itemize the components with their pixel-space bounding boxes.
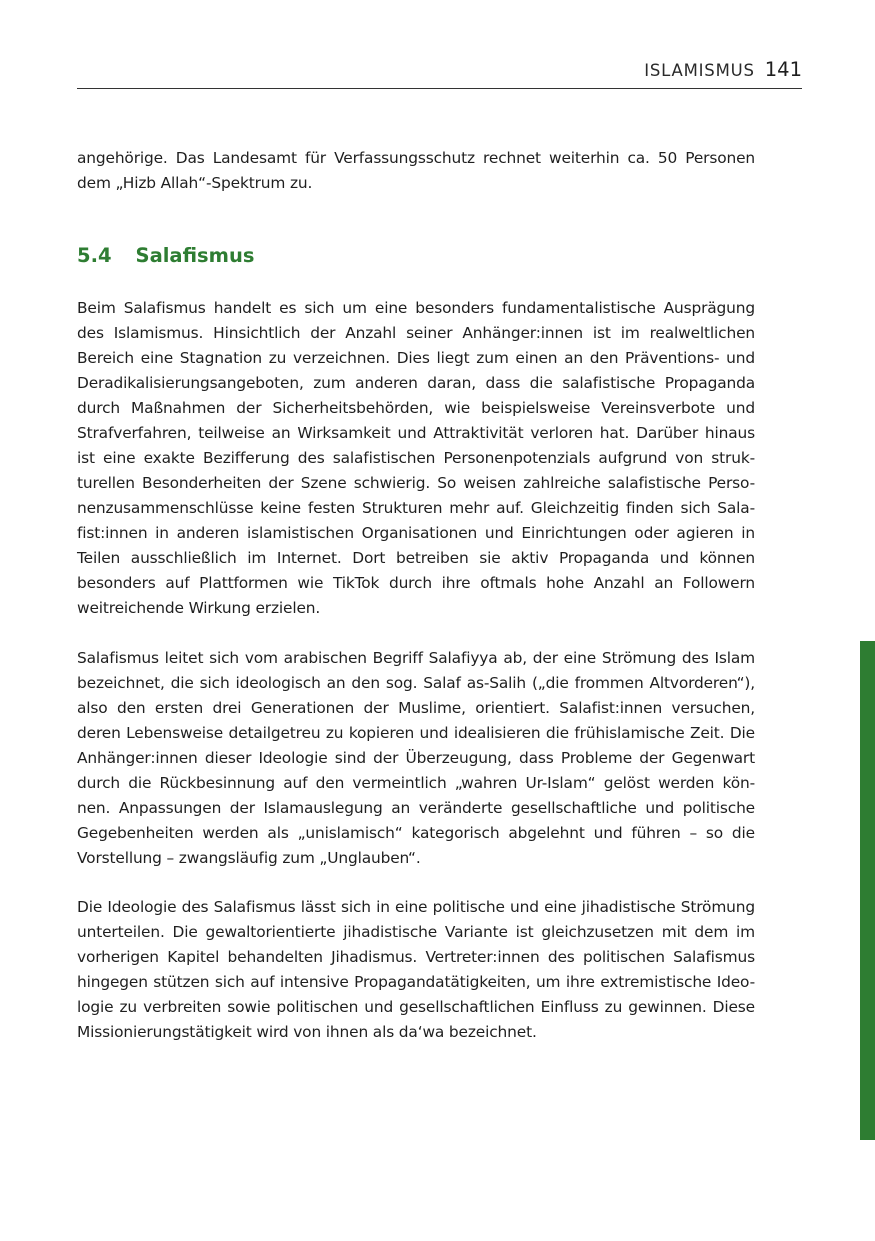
- chapter-marker-bar: [860, 641, 875, 1140]
- text-line: Gegebenheiten werden als „unislamisch“ kategorisch abgelehnt und führen – so die: [77, 824, 755, 842]
- running-header: [644, 58, 802, 82]
- section-number: 5.4: [77, 244, 112, 267]
- text-line: ist eine exakte Bezifferung des salafistischen Personenpotenzials aufgrund von struk-: [77, 449, 755, 467]
- text-line: durch die Rückbesinnung auf den vermeintlich „wahren Ur-Islam“ gelöst werden kön-: [77, 774, 755, 792]
- section-title: Salafismus: [135, 244, 255, 267]
- text-line: Anhänger:innen dieser Ideologie sind der Überzeugung, dass Probleme der Gegenwart: [77, 749, 755, 767]
- text-line: besonders auf Plattformen wie TikTok durch ihre oftmals hohe Anzahl an Followern: [77, 574, 755, 592]
- text-line: unterteilen. Die gewaltorientierte jihadistische Variante ist gleichzusetzen mit dem im: [77, 923, 755, 941]
- text-line: fist:innen in anderen islamistischen Organisationen und Einrichtungen oder agieren in: [77, 524, 755, 542]
- text-line: weitreichende Wirkung erzielen.: [77, 599, 321, 617]
- header-rule: [77, 88, 802, 89]
- text-line: Die Ideologie des Salafismus lässt sich in eine politische und eine jihadistische Strömung: [77, 898, 755, 916]
- paragraph-intro: [77, 146, 755, 196]
- text-line: Teilen ausschließlich im Internet. Dort betreiben sie aktiv Propaganda und können: [77, 549, 755, 567]
- text-line: turellen Besonderheiten der Szene schwierig. So weisen zahlreiche salafistische Perso-: [77, 474, 755, 492]
- page-number: 141: [764, 58, 802, 81]
- text-line: Salafismus leitet sich vom arabischen Begriff Salafiyya ab, der eine Strömung des Islam: [77, 649, 755, 667]
- text-line: dem „Hizb Allah“-Spektrum zu.: [77, 174, 313, 192]
- text-line: bezeichnet, die sich ideologisch an den sog. Salaf as-Salih („die frommen Altvorderen“),: [77, 674, 755, 692]
- section-heading: [77, 242, 254, 270]
- paragraph-etymology: [77, 646, 755, 871]
- paragraph-definition: [77, 296, 755, 621]
- text-line: durch Maßnahmen der Sicherheitsbehörden, wie beispielsweise Vereinsverbote und: [77, 399, 755, 417]
- text-line: Deradikalisierungsangeboten, zum anderen daran, dass die salafistische Propaganda: [77, 374, 755, 392]
- text-line: angehörige. Das Landesamt für Verfassungsschutz rechnet weiterhin ca. 50 Personen: [77, 149, 755, 167]
- text-line: vorherigen Kapitel behandelten Jihadismus. Vertreter:innen des politischen Salafismus: [77, 948, 755, 966]
- paragraph-ideology: [77, 895, 755, 1045]
- text-line: Vorstellung – zwangsläufig zum „Unglauben“.: [77, 849, 421, 867]
- running-header-section: ISLAMISMUS: [644, 61, 755, 80]
- text-line: also den ersten drei Generationen der Muslime, orientiert. Salafist:innen versuchen,: [77, 699, 755, 717]
- text-line: Beim Salafismus handelt es sich um eine besonders fundamentalistische Ausprägung: [77, 299, 755, 317]
- text-line: deren Lebensweise detailgetreu zu kopieren und idealisieren die frühislamische Zeit. Die: [77, 724, 755, 742]
- text-line: Bereich eine Stagnation zu verzeichnen. Dies liegt zum einen an den Präventions- und: [77, 349, 755, 367]
- text-line: nen. Anpassungen der Islamauslegung an veränderte gesellschaftliche und politische: [77, 799, 755, 817]
- text-line: hingegen stützen sich auf intensive Propagandatätigkeiten, um ihre extremistische Ideo-: [77, 973, 755, 991]
- text-line: des Islamismus. Hinsichtlich der Anzahl seiner Anhänger:innen ist im realweltlichen: [77, 324, 755, 342]
- text-line: nenzusammenschlüsse keine festen Strukturen mehr auf. Gleichzeitig finden sich Sala-: [77, 499, 755, 517]
- text-line: Missionierungstätigkeit wird von ihnen als da‘wa bezeichnet.: [77, 1023, 537, 1041]
- text-line: logie zu verbreiten sowie politischen und gesellschaftlichen Einfluss zu gewinnen. Diese: [77, 998, 755, 1016]
- text-line: Strafverfahren, teilweise an Wirksamkeit und Attraktivität verloren hat. Darüber hinaus: [77, 424, 755, 442]
